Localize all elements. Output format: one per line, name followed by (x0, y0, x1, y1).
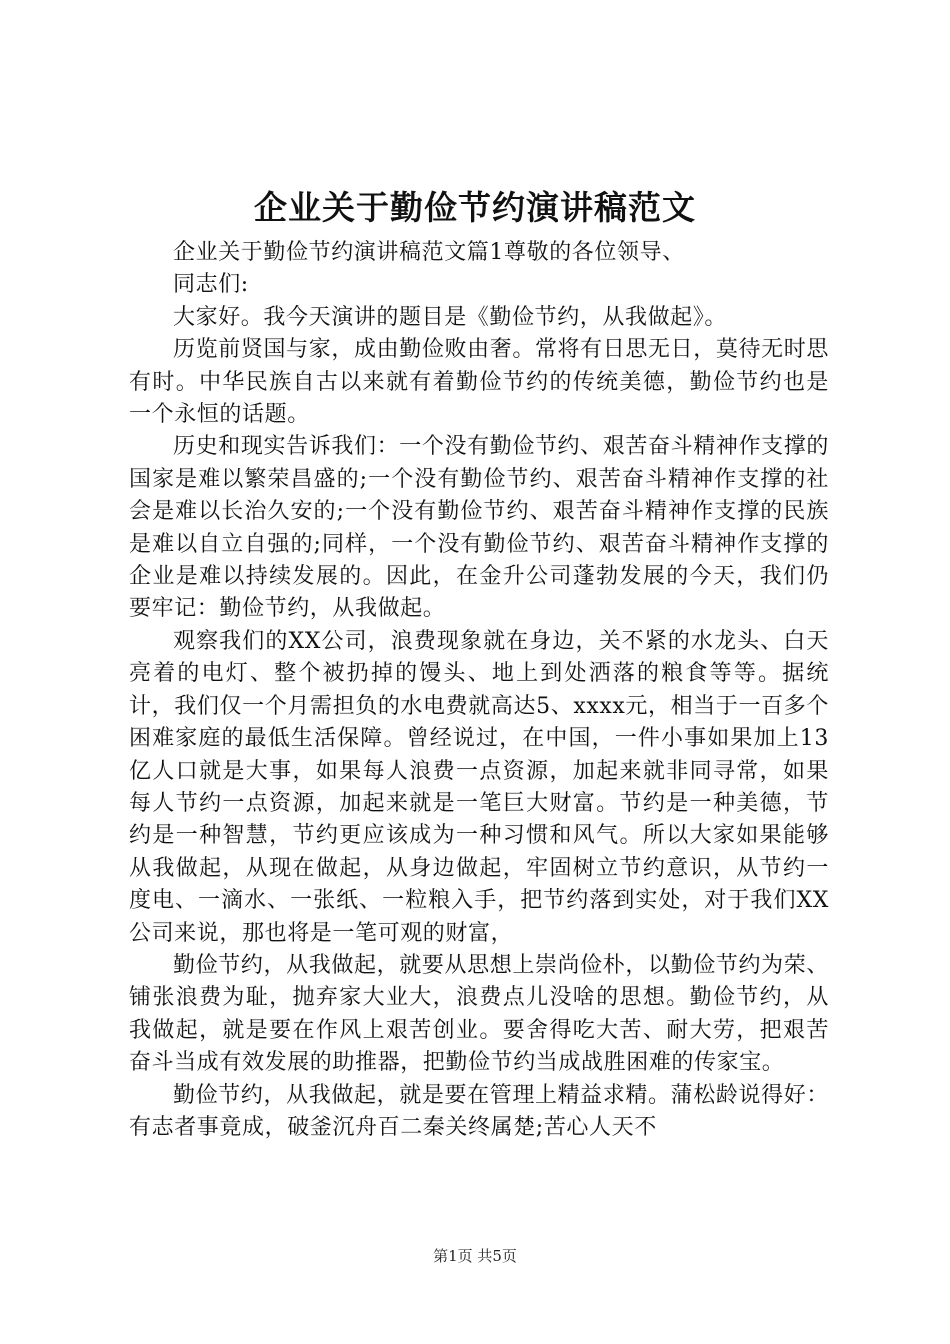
paragraph-reality: 历史和现实告诉我们：一个没有勤俭节约、艰苦奋斗精神作支撑的国家是难以繁荣昌盛的;一个没有勤俭节约、艰苦奋斗精神作支撑的社会是难以长治久安的;一个没有勤俭节约、艰苦奋斗精神作支撑的民族是难以自立自强的;同样，一个没有勤俭节约、艰苦奋斗精神作支撑的企业是难以持续发展的。因此，在金升公司蓬勃发展的今天，我们仍要牢记：勤俭节约，从我做起。 (129, 434, 829, 622)
paragraph-management: 勤俭节约，从我做起，就是要在管理上精益求精。蒲松龄说得好：有志者事竟成，破釜沉舟百二秦关终属楚;苦心人天不 (129, 1082, 829, 1140)
document-title: 企业关于勤俭节约演讲稿范文 (254, 188, 696, 227)
document-body (129, 237, 829, 1144)
paragraph-salutation: 同志们: (173, 272, 249, 298)
paragraph-opening: 企业关于勤俭节约演讲稿范文篇1尊敬的各位领导、 (173, 240, 685, 265)
paragraph-history: 历览前贤国与家，成由勤俭败由奢。常将有日思无日，莫待无时思有时。中华民族自古以来就有着勤俭节约的传统美德，勤俭节约也是一个永恒的话题。 (129, 337, 829, 428)
paragraph-thought: 勤俭节约，从我做起，就要从思想上崇尚俭朴，以勤俭节约为荣、铺张浪费为耻，抛弃家大业大，浪费点儿没啥的思想。勤俭节约，从我做起，就是要在作风上艰苦创业。要舍得吃大苦、耐大劳，把艰苦奋斗当成有效发展的助推器，把勤俭节约当成战胜困难的传家宝。 (129, 952, 829, 1076)
paragraph-observation: 观察我们的XX公司，浪费现象就在身边，关不紧的水龙头、白天亮着的电灯、整个被扔掉的馒头、地上到处洒落的粮食等等。据统计，我们仅一个月需担负的水电费就高达5、xxxx元，相当于一百多个困难家庭的最低生活保障。曾经说过，在中国，一件小事如果加上13亿人口就是大事，如果每人浪费一点资源，加起来就非同寻常，如果每人节约一点资源，加起来就是一笔巨大财富。节约是一种美德，节约是一种智慧，节约更应该成为一种习惯和风气。所以大家如果能够从我做起，从现在做起，从身边做起，牢固树立节约意识，从节约一度电、一滴水、一张纸、一粒粮入手，把节约落到实处，对于我们XX公司来说，那也将是一笔可观的财富， (129, 628, 829, 946)
paragraph-greeting: 大家好。我今天演讲的题目是《勤俭节约，从我做起》。 (173, 304, 728, 330)
page-number-footer: 第1页 共5页 (433, 1247, 517, 1265)
